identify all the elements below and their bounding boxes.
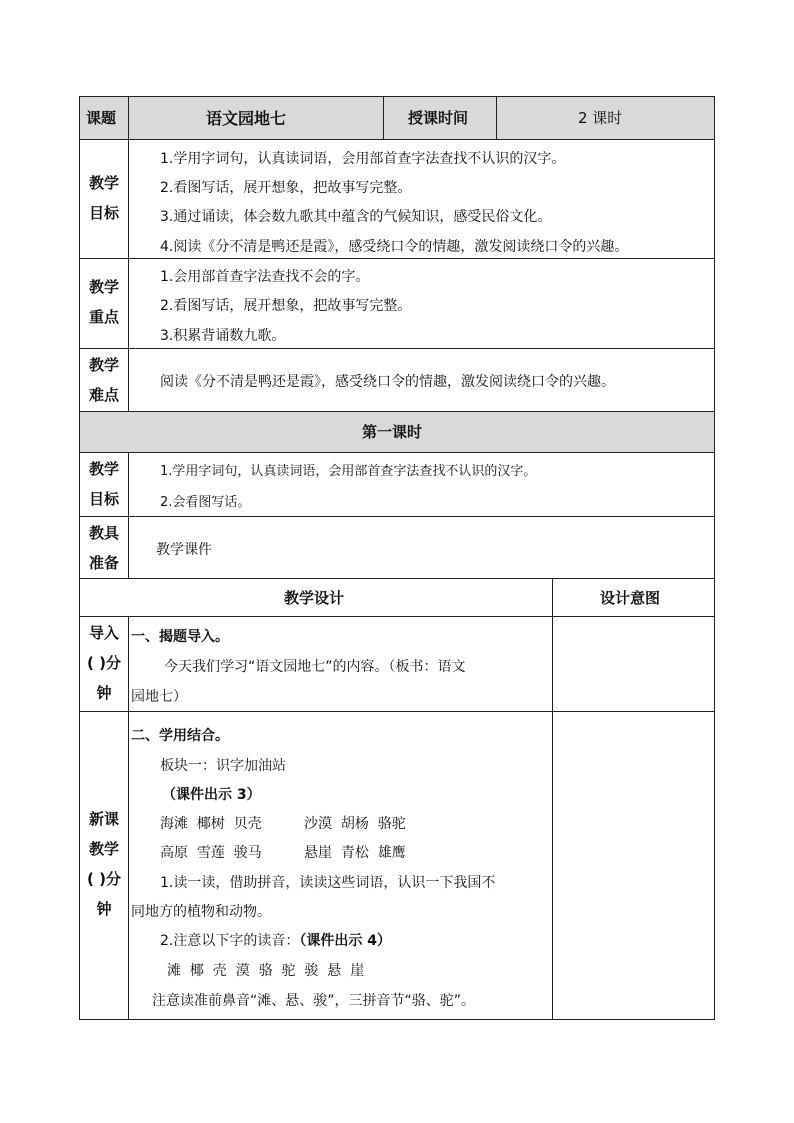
intro-heading: 一、揭题导入。 <box>131 629 229 645</box>
word-group: 悬崖 青松 雄鹰 <box>304 845 406 861</box>
label-line: 教学 <box>88 840 119 858</box>
label-line: ( )分 <box>87 654 121 672</box>
word-group: 沙漠 胡杨 骆驼 <box>304 816 406 832</box>
label-line: 难点 <box>88 386 119 404</box>
rule <box>79 452 715 453</box>
prep-text: 教学课件 <box>156 542 212 558</box>
label-line: 教学 <box>88 278 119 296</box>
rule <box>383 96 384 139</box>
label-line: 教具 <box>88 524 119 542</box>
word-group: 海滩 椰树 贝壳 <box>160 816 262 832</box>
new-lesson-label <box>80 804 128 924</box>
rule <box>79 348 715 349</box>
label-line: 钟 <box>96 900 112 918</box>
rule <box>552 578 553 1020</box>
key-points-label <box>80 272 128 332</box>
intent-col-header: 设计意图 <box>600 589 661 607</box>
label-line: 教学 <box>88 460 119 478</box>
objective-item: 3.通过诵读，体会数九歌其中蕴含的气候知识，感受民俗文化。 <box>160 209 552 225</box>
difficulty-text: 阅读《分不清是鸭还是霞》，感受绕口令的情趣，激发阅读绕口令的兴趣。 <box>160 374 615 390</box>
label-line: 新课 <box>88 810 119 828</box>
rule <box>128 452 129 578</box>
rule <box>79 711 715 712</box>
time-label: 授课时间 <box>408 109 469 127</box>
lesson1-objective-item: 1.学用字词句，认真读词语，会用部首查字法查找不认识的汉字。 <box>160 464 537 479</box>
rule <box>128 616 129 1020</box>
intro-line: 园地七） <box>131 689 187 705</box>
step2-line <box>160 932 391 950</box>
label-line: ( )分 <box>87 870 121 888</box>
rule <box>79 516 715 517</box>
topic-label: 课题 <box>86 109 117 127</box>
design-col-header: 教学设计 <box>284 589 345 607</box>
topic-value: 语文园地七 <box>206 109 287 128</box>
objective-item: 2.看图写话，展开想象，把故事写完整。 <box>160 180 412 196</box>
rule <box>79 258 715 259</box>
rule <box>496 96 497 139</box>
pronunciation-note: 注意读准前鼻音“滩、悬、骏”，三拼音节“骆、驼”。 <box>152 993 476 1009</box>
key-point-item: 3.积累背诵数九歌。 <box>160 328 286 344</box>
block-title: 板块一：识字加油站 <box>160 758 286 774</box>
label-line: 目标 <box>88 490 119 508</box>
objective-item: 1.学用字词句，认真读词语，会用部首查字法查找不认识的汉字。 <box>160 151 566 167</box>
character-list: 滩 椰 壳 漠 骆 驼 骏 悬 崖 <box>167 963 365 979</box>
key-point-item: 2.看图写话，展开想象，把故事写完整。 <box>160 298 412 314</box>
time-value: 2 课时 <box>578 109 623 127</box>
objectives-label <box>80 168 128 228</box>
prep-label <box>80 518 128 578</box>
intro-line: 今天我们学习“语文园地七”的内容。（板书：语文 <box>164 659 466 675</box>
rule <box>79 578 715 579</box>
rule <box>79 616 715 617</box>
intro-label <box>80 618 128 708</box>
new-lesson-heading: 二、学用结合。 <box>131 728 229 744</box>
rule <box>128 96 129 411</box>
word-group: 高原 雪莲 骏马 <box>160 845 262 861</box>
label-line: 钟 <box>96 684 112 702</box>
key-point-item: 1.会用部首查字法查找不会的字。 <box>160 269 370 285</box>
lesson1-objectives-label <box>80 454 128 514</box>
step2-prefix: 2.注意以下字的读音： <box>160 933 300 949</box>
rule <box>79 139 715 140</box>
label-line: 教学 <box>88 174 119 192</box>
lesson1-objective-item: 2.会看图写话。 <box>160 495 251 510</box>
rule <box>79 411 715 412</box>
label-line: 导入 <box>88 624 119 642</box>
label-line: 目标 <box>88 204 119 222</box>
lesson1-title: 第一课时 <box>362 423 423 441</box>
difficulties-label <box>80 350 128 410</box>
label-line: 准备 <box>88 554 119 572</box>
step1-line: 同地方的植物和动物。 <box>131 904 271 920</box>
label-line: 重点 <box>88 308 119 326</box>
objective-item: 4.阅读《分不清是鸭还是霞》，感受绕口令的情趣，激发阅读绕口令的兴趣。 <box>160 239 629 255</box>
step1-line: 1.读一读，借助拼音，读读这些词语，认识一下我国不 <box>160 875 496 891</box>
courseware-show-3: （课件出示 3） <box>162 787 261 803</box>
label-line: 教学 <box>88 356 119 374</box>
courseware-show-4: （课件出示 4） <box>299 933 391 949</box>
